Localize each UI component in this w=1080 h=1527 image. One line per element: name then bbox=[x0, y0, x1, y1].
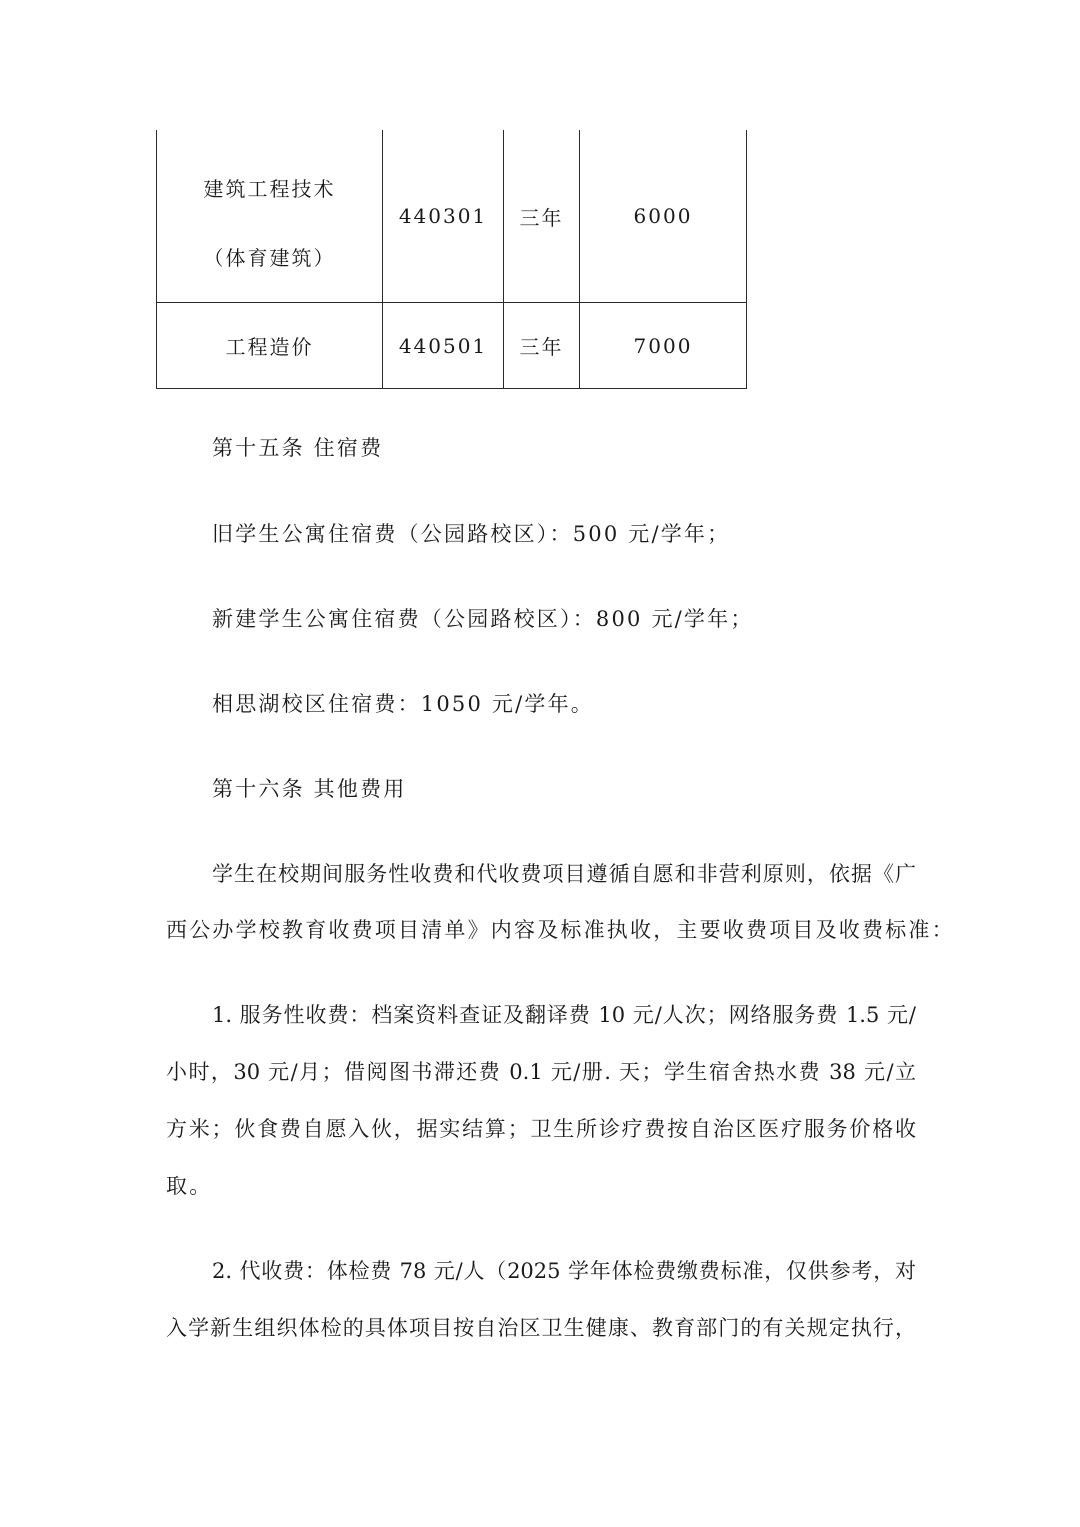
article15-heading: 第十五条 住宿费 bbox=[212, 436, 384, 460]
service-fee-line: 1. 服务性收费：档案资料查证及翻译费 10 元/人次；网络服务费 1.5 元/ bbox=[212, 1003, 916, 1027]
accommodation-fee-item: 旧学生公寓住宿费（公园路校区）：500 元/学年； bbox=[212, 522, 731, 546]
article16-intro-line: 学生在校期间服务性收费和代收费项目遵循自愿和非营利原则，依据《广 bbox=[212, 862, 916, 886]
duration-cell: 三年 bbox=[504, 130, 580, 303]
tuition-fee-cell: 7000 bbox=[580, 303, 747, 389]
duration-cell: 三年 bbox=[504, 303, 580, 389]
agency-fee-line: 入学新生组织体检的具体项目按自治区卫生健康、教育部门的有关规定执行， bbox=[166, 1316, 916, 1340]
table-row bbox=[157, 130, 747, 303]
major-cell: 工程造价 bbox=[157, 303, 383, 389]
major-cell bbox=[157, 130, 383, 303]
article16-heading: 第十六条 其他费用 bbox=[212, 777, 407, 801]
article16-intro-line: 西公办学校教育收费项目清单》内容及标准执收，主要收费项目及收费标准： bbox=[166, 918, 955, 942]
accommodation-fee-item: 相思湖校区住宿费：1050 元/学年。 bbox=[212, 692, 594, 716]
tuition-fee-cell: 6000 bbox=[580, 130, 747, 303]
major-name: 建筑工程技术 bbox=[203, 177, 336, 201]
table-row bbox=[157, 303, 747, 389]
service-fee-line: 方米；伙食费自愿入伙，据实结算；卫生所诊疗费按自治区医疗服务价格收 bbox=[166, 1117, 916, 1141]
accommodation-fee-item: 新建学生公寓住宿费（公园路校区）：800 元/学年； bbox=[212, 607, 754, 631]
service-fee-line: 取。 bbox=[166, 1174, 213, 1198]
major-direction: （体育建筑） bbox=[203, 246, 336, 270]
major-code-cell: 440301 bbox=[383, 130, 504, 303]
service-fee-line: 小时，30 元/月；借阅图书滞还费 0.1 元/册. 天；学生宿舍热水费 38 元/立 bbox=[166, 1060, 916, 1084]
agency-fee-line: 2. 代收费：体检费 78 元/人（2025 学年体检费缴费标准，仅供参考，对 bbox=[212, 1259, 916, 1283]
major-code-cell: 440501 bbox=[383, 303, 504, 389]
fee-table bbox=[156, 130, 747, 389]
